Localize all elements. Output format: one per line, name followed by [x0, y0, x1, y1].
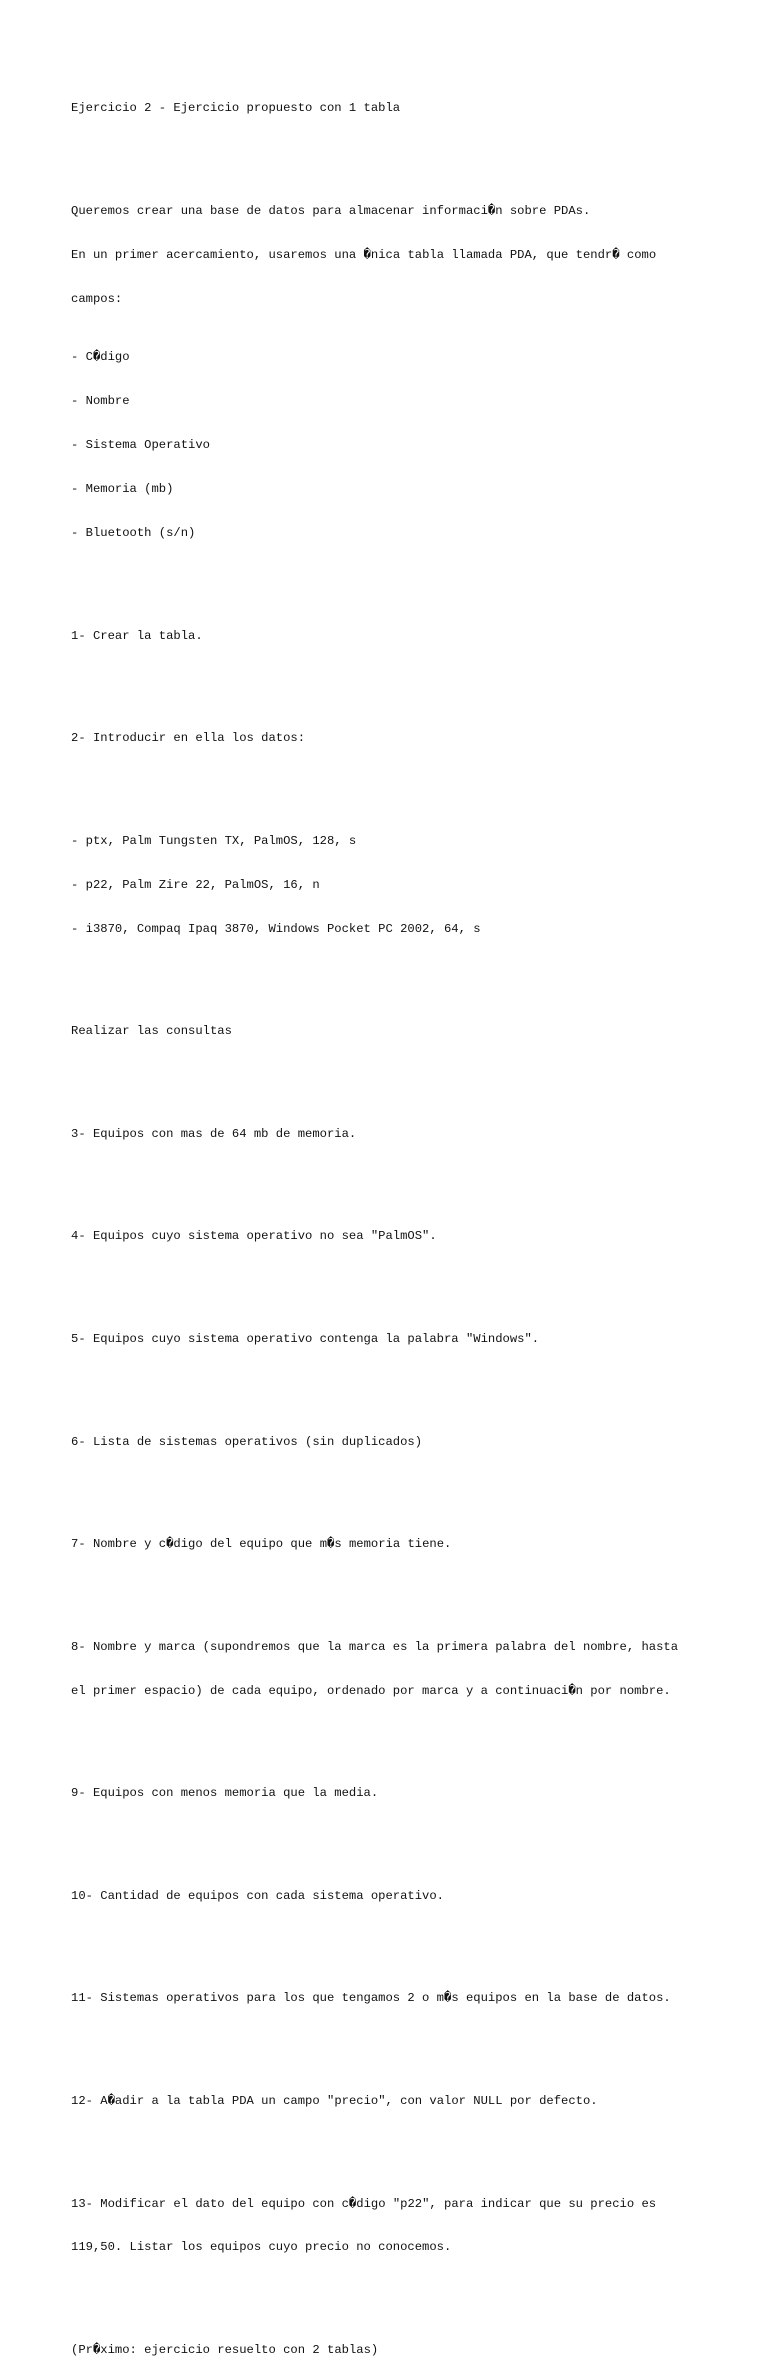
blank-line	[71, 1728, 731, 1743]
blank-line	[71, 1581, 731, 1596]
blank-line	[71, 145, 731, 160]
blank-line	[71, 966, 731, 981]
blank-line	[71, 1830, 731, 1845]
blank-line	[71, 1933, 731, 1948]
query-9: 9- Equipos con menos memoria que la media.	[71, 1786, 379, 1801]
blank-line	[71, 2284, 731, 2299]
blank-line	[71, 570, 731, 585]
queries-heading: Realizar las consultas	[71, 1024, 232, 1039]
step-2: 2- Introducir en ella los datos:	[71, 731, 306, 746]
query-5: 5- Equipos cuyo sistema operativo contenga la palabra "Windows".	[71, 1332, 540, 1347]
intro-line-1: Queremos crear una base de datos para almacenar informaci�n sobre PDAs.	[71, 203, 591, 218]
blank-line	[71, 1171, 731, 1186]
query-13-line-2: 119,50. Listar los equipos cuyo precio no conocemos.	[71, 2240, 452, 2255]
query-10: 10- Cantidad de equipos con cada sistema operativo.	[71, 1888, 444, 1903]
query-3: 3- Equipos con mas de 64 mb de memoria.	[71, 1126, 357, 1141]
field-item-sistema-operativo: - Sistema Operativo	[71, 438, 210, 453]
data-row-p22: - p22, Palm Zire 22, PalmOS, 16, n	[71, 877, 320, 892]
blank-line	[71, 1376, 731, 1391]
field-item-memoria: - Memoria (mb)	[71, 482, 174, 497]
document-body	[71, 72, 731, 2372]
data-row-ptx: - ptx, Palm Tungsten TX, PalmOS, 128, s	[71, 833, 357, 848]
intro-line-2: En un primer acercamiento, usaremos una �nica tabla llamada PDA, que tendr� como	[71, 247, 657, 262]
query-7: 7- Nombre y c�digo del equipo que m�s memoria tiene.	[71, 1537, 452, 1552]
blank-line	[71, 1068, 731, 1083]
intro-line-3: campos:	[71, 291, 123, 306]
blank-line	[71, 2138, 731, 2153]
blank-line	[71, 1479, 731, 1494]
blank-line	[71, 673, 731, 688]
blank-line	[71, 1273, 731, 1288]
data-row-i3870: - i3870, Compaq Ipaq 3870, Windows Pocket PC 2002, 64, s	[71, 921, 481, 936]
next-exercise-note: (Pr�ximo: ejercicio resuelto con 2 tablas)	[71, 2343, 379, 2358]
blank-line	[71, 775, 731, 790]
field-item-nombre: - Nombre	[71, 394, 130, 409]
field-item-codigo: - C�digo	[71, 350, 130, 365]
query-8-line-2: el primer espacio) de cada equipo, ordenado por marca y a continuaci�n por nombre.	[71, 1683, 671, 1698]
field-item-bluetooth: - Bluetooth (s/n)	[71, 526, 196, 541]
query-11: 11- Sistemas operativos para los que tengamos 2 o m�s equipos en la base de datos.	[71, 1991, 671, 2006]
query-13-line-1: 13- Modificar el dato del equipo con c�digo "p22", para indicar que su precio es	[71, 2196, 657, 2211]
document-title: Ejercicio 2 - Ejercicio propuesto con 1 tabla	[71, 101, 401, 116]
step-1: 1- Crear la tabla.	[71, 628, 203, 643]
blank-line	[71, 2035, 731, 2050]
query-8-line-1: 8- Nombre y marca (supondremos que la marca es la primera palabra del nombre, hasta	[71, 1639, 679, 1654]
query-4: 4- Equipos cuyo sistema operativo no sea "PalmOS".	[71, 1229, 437, 1244]
query-6: 6- Lista de sistemas operativos (sin duplicados)	[71, 1434, 423, 1449]
query-12: 12- A�adir a la tabla PDA un campo "precio", con valor NULL por defecto.	[71, 2093, 598, 2108]
